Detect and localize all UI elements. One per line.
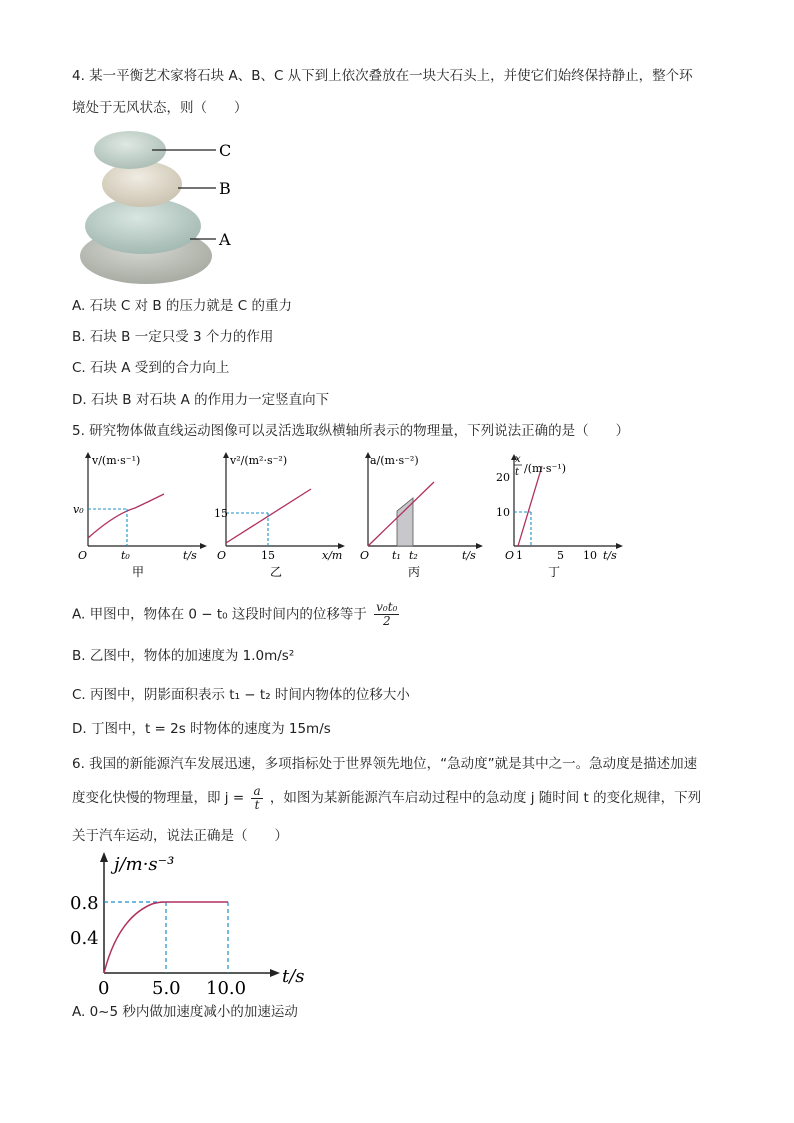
bing-caption: 丙 [408,565,421,579]
label-a: A [219,230,231,249]
q6-option-a: A. 0~5 秒内做加速度减小的加速运动 [72,1004,298,1020]
q5-option-a [72,601,402,628]
jia-origin: O [78,549,88,562]
jia-caption: 甲 [132,565,145,579]
q4-stem-line1: 4. 某一平衡艺术家将石块 A、B、C 从下到上依次叠放在一块大石头上，并使它们始终保持静止，整个环 [72,68,693,84]
ding-caption: 丁 [548,565,561,579]
jerk-xtick-5: 5.0 [152,978,181,998]
jia-xtick: t₀ [121,549,130,562]
q5-stem: 5. 研究物体做直线运动图像可以灵活选取纵横轴所表示的物理量，下列说法正确的是（ ） [72,423,630,439]
graph-bing [358,452,488,580]
ding-ylabel-num: x [515,454,521,465]
q4-option-b: B. 石块 B 一定只受 3 个力的作用 [72,329,274,345]
jerk-xtick-10: 10.0 [206,978,247,998]
yi-xtick: 15 [261,549,275,562]
q5-option-d: D. 丁图中，t = 2s 时物体的速度为 15m/s [72,721,331,737]
q5-option-a-text: A. 甲图中，物体在 0 − t₀ 这段时间内的位移等于 [72,606,367,623]
graph-jia [70,452,210,580]
q4-option-d: D. 石块 B 对石块 A 的作用力一定竖直向下 [72,392,330,408]
q6-stem-line2 [72,784,701,812]
q4-option-a: A. 石块 C 对 B 的压力就是 C 的重力 [72,298,292,314]
q5-option-b: B. 乙图中，物体的加速度为 1.0m/s² [72,648,295,664]
graph-yi [214,452,354,580]
jerk-ylabel: j/m·s⁻³ [114,854,175,875]
q6-stem-line2-suffix: ，如图为某新能源汽车启动过程中的急动度 j 随时间 t 的变化规律，下列 [269,790,702,806]
jia-ytick: v₀ [73,503,84,516]
yi-origin: O [217,549,227,562]
q5-option-a-numerator: v₀t₀ [376,600,398,614]
bing-xtick-t2: t₂ [409,549,418,562]
bing-ylabel: a/(m·s⁻²) [370,454,419,467]
q6-jerk-numerator: a [253,783,261,798]
ding-ylabel-den: t [515,467,520,478]
q6-stem-line2-prefix: 度变化快慢的物理量，即 j = [72,790,245,806]
stacked-stones-figure [76,128,246,284]
q5-option-c: C. 丙图中，阴影面积表示 t₁ − t₂ 时间内物体的位移大小 [72,687,410,703]
q6-stem-line3: 关于汽车运动，说法正确是（ ） [72,828,288,844]
ding-xtick-10: 10 [583,549,597,562]
jerk-ytick-0.4: 0.4 [70,928,99,949]
q6-stem-line1: 6. 我国的新能源汽车发展迅速，多项指标处于世界领先地位，“急动度”就是其中之一。急动度是描述加速 [72,756,698,772]
ding-origin: O [505,549,515,562]
q5-option-a-fraction [374,601,399,628]
jerk-origin: 0 [98,978,110,998]
jerk-xlabel: t/s [282,966,305,987]
yi-ylabel: v²/(m²·s⁻²) [230,454,288,467]
jerk-ytick-0.8: 0.8 [70,893,99,914]
graph-ding [490,452,630,580]
q4-stem-line2: 境处于无风状态，则（ ） [72,100,248,116]
q5-option-a-denominator: 2 [382,614,391,628]
ding-ytick-10: 10 [496,506,510,519]
yi-ytick: 15 [214,507,228,520]
bing-origin: O [360,549,370,562]
bing-xlabel: t/s [462,549,476,562]
q6-jerk-denominator: t [254,797,260,812]
jia-ylabel: v/(m·s⁻¹) [92,454,141,467]
ding-ylabel-unit: /(m·s⁻¹) [524,462,567,475]
q4-option-c: C. 石块 A 受到的合力向上 [72,360,230,376]
jerk-curve [104,902,166,973]
q6-jerk-fraction [251,785,262,812]
ding-line [518,466,542,546]
jia-curve [88,494,164,538]
jia-xlabel: t/s [183,549,197,562]
ding-xlabel: t/s [603,549,617,562]
label-c: C [219,141,232,160]
label-b: B [219,179,231,198]
ding-xtick-5: 5 [557,549,564,562]
ding-xtick-1: 1 [516,549,523,562]
yi-caption: 乙 [270,565,283,579]
bing-xtick-t1: t₁ [392,549,401,562]
graph-jerk [66,848,316,998]
ding-ytick-20: 20 [496,471,510,484]
yi-xlabel: x/m [322,549,343,562]
